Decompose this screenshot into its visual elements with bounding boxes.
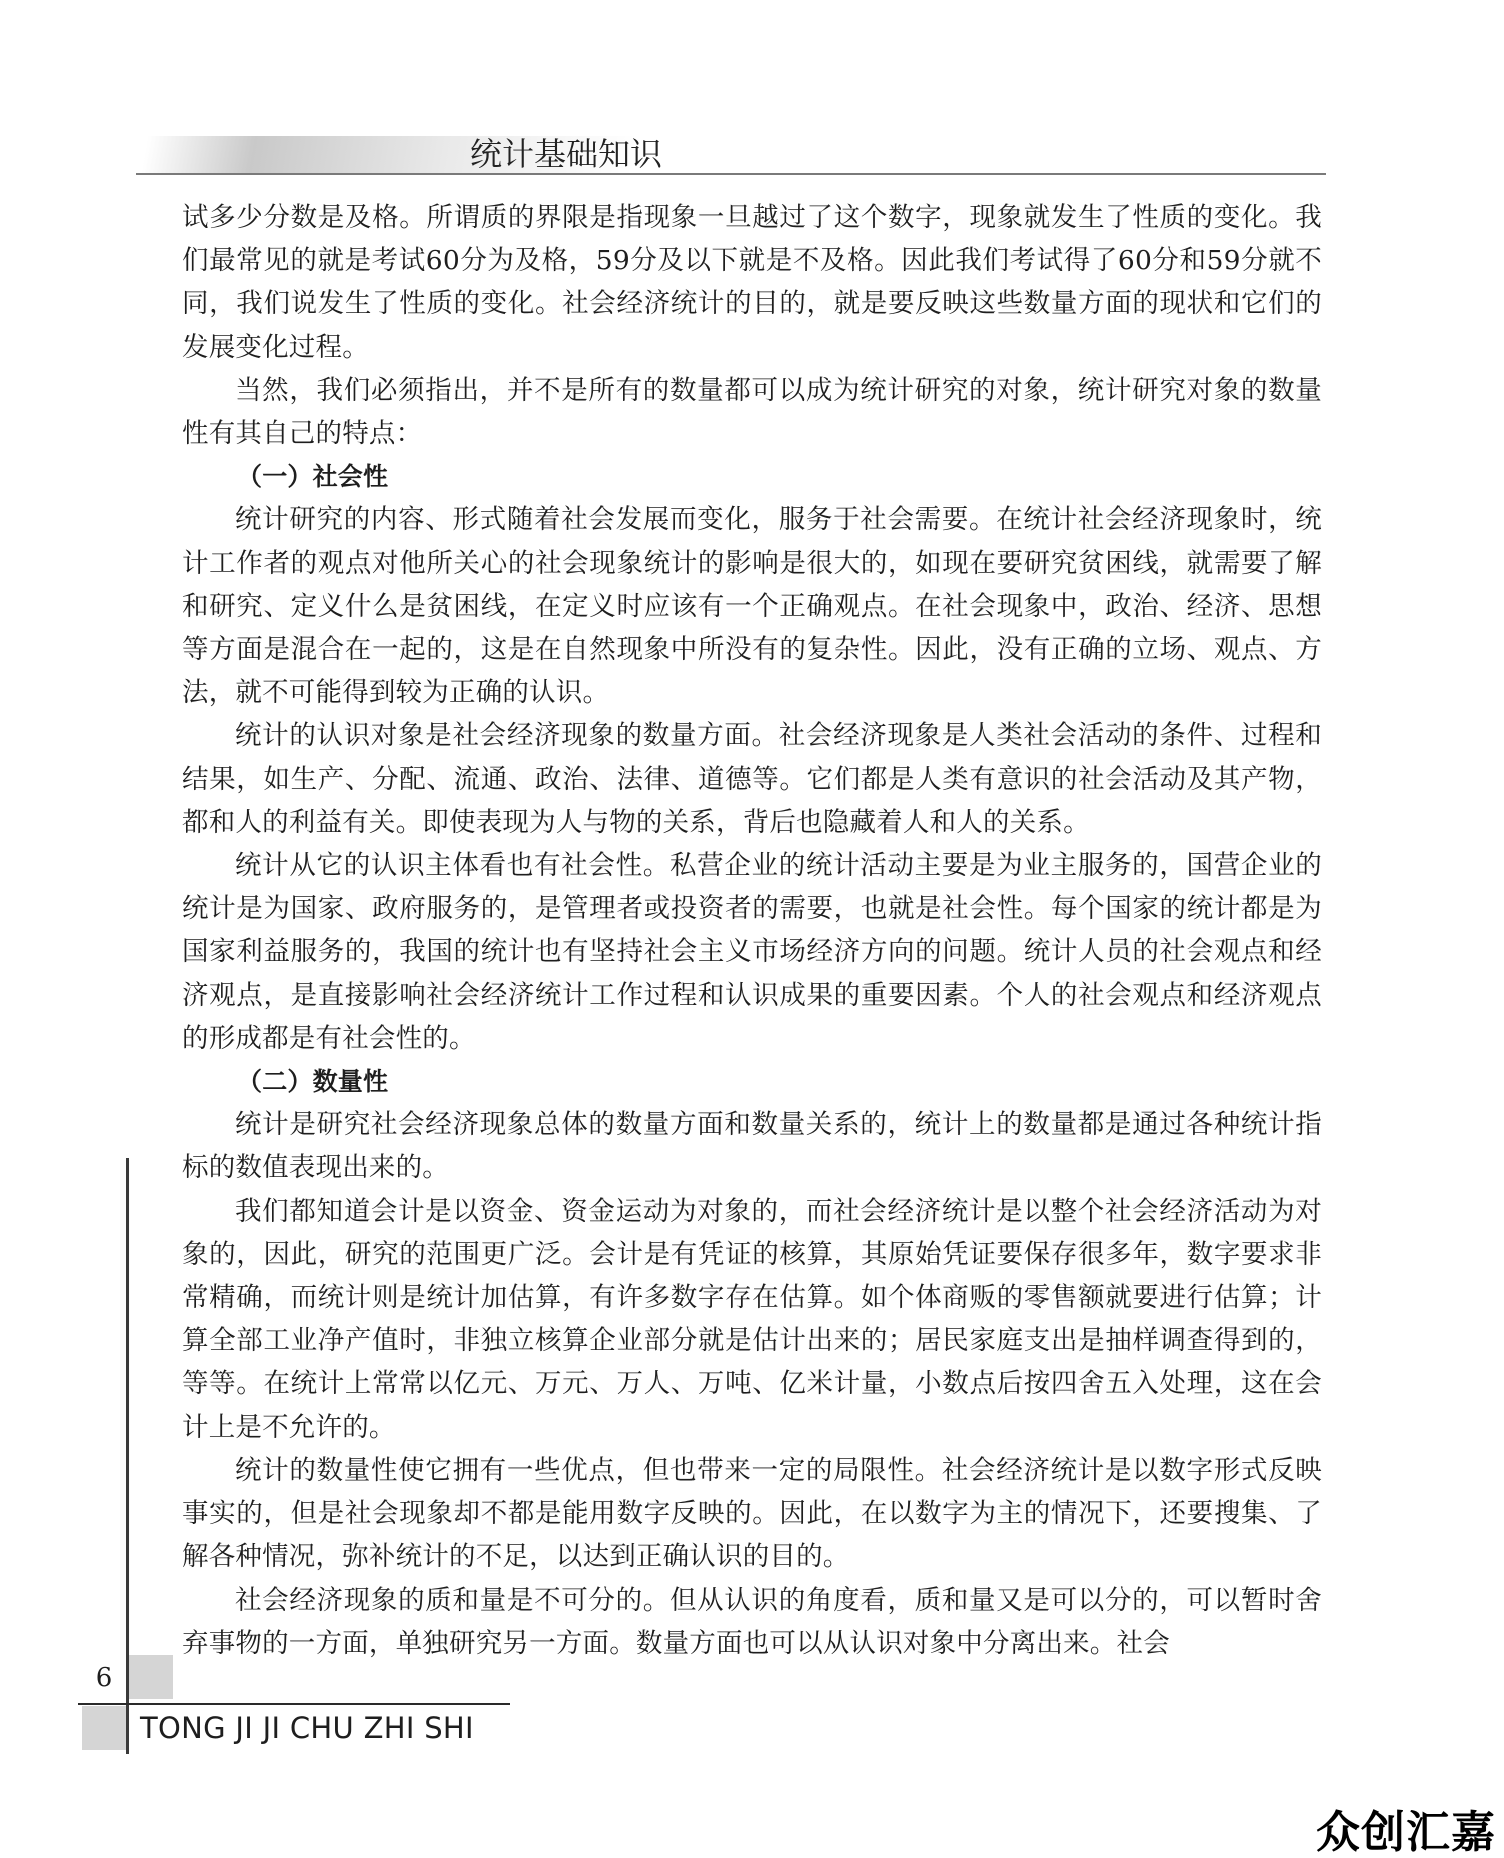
- footer-book-title: TONG JI JI CHU ZHI SHI: [140, 1711, 474, 1745]
- watermark-logo: 众创汇嘉: [1316, 1807, 1496, 1858]
- heading-social: （一）社会性: [237, 462, 389, 492]
- footer-rule: [78, 1703, 510, 1705]
- paragraph-quantity-2: 我们都知道会计是以资金、资金运动为对象的，而社会经济统计是以整个社会经济活动为对象的，因此，研究的范围更广泛。会计是有凭证的核算，其原始凭证要保存很多年，数字要求非常精确，而统计则是统计加估算，有许多数字存在估算。如个体商贩的零售额就要进行估算；计算全部工业净产值时，非独立核算企业部分就是估计出来的；居民家庭支出是抽样调查得到的，等等。在统计上常常以亿元、万元、万人、万吨、亿米计量，小数点后按四舍五入处理，这在会计上是不允许的。: [182, 1195, 1322, 1443]
- running-header-title: 统计基础知识: [470, 135, 663, 173]
- body-text: [182, 196, 1322, 1665]
- header-rule: [136, 173, 1326, 175]
- footer-box: [82, 1706, 126, 1750]
- paragraph-quantity-features: 当然，我们必须指出，并不是所有的数量都可以成为统计研究的对象，统计研究对象的数量性有其自己的特点：: [182, 374, 1322, 450]
- paragraph-continued: 试多少分数是及格。所谓质的界限是指现象一旦越过了这个数字，现象就发生了性质的变化。我们最常见的就是考试60分为及格，59分及以下就是不及格。因此我们考试得了60分和59分就不同，我们说发生了性质的变化。社会经济统计的目的，就是要反映这些数量方面的现状和它们的发展变化过程。: [182, 202, 1322, 363]
- paragraph-quantity-4: 社会经济现象的质和量是不可分的。但从认识的角度看，质和量又是可以分的，可以暂时舍弃事物的一方面，单独研究另一方面。数量方面也可以从认识对象中分离出来。社会: [182, 1584, 1322, 1659]
- paragraph-social-1: 统计研究的内容、形式随着社会发展而变化，服务于社会需要。在统计社会经济现象时，统计工作者的观点对他所关心的社会现象统计的影响是很大的，如现在要研究贫困线，就需要了解和研究、定义什么是贫困线，在定义时应该有一个正确观点。在社会现象中，政治、经济、思想等方面是混合在一起的，这是在自然现象中所没有的复杂性。因此，没有正确的立场、观点、方法，就不可能得到较为正确的认识。: [182, 504, 1322, 709]
- page-number-box: [129, 1655, 173, 1699]
- heading-quantity: （二）数量性: [237, 1067, 389, 1097]
- page-number: 6: [95, 1663, 113, 1693]
- paragraph-social-2: 统计的认识对象是社会经济现象的数量方面。社会经济现象是人类社会活动的条件、过程和结果，如生产、分配、流通、政治、法律、道德等。它们都是人类有意识的社会活动及其产物，都和人的利益有关。即使表现为人与物的关系，背后也隐藏着人和人的关系。: [182, 720, 1322, 838]
- paragraph-social-3: 统计从它的认识主体看也有社会性。私营企业的统计活动主要是为业主服务的，国营企业的统计是为国家、政府服务的，是管理者或投资者的需要，也就是社会性。每个国家的统计都是为国家利益服务的，我国的统计也有坚持社会主义市场经济方向的问题。统计人员的社会观点和经济观点，是直接影响社会经济统计工作过程和认识成果的重要因素。个人的社会观点和经济观点的形成都是有社会性的。: [182, 850, 1322, 1054]
- paragraph-quantity-1: 统计是研究社会经济现象总体的数量方面和数量关系的，统计上的数量都是通过各种统计指标的数值表现出来的。: [182, 1109, 1322, 1184]
- header-band: [136, 136, 1326, 174]
- paragraph-quantity-3: 统计的数量性使它拥有一些优点，但也带来一定的局限性。社会经济统计是以数字形式反映事实的，但是社会现象却不都是能用数字反映的。因此，在以数字为主的情况下，还要搜集、了解各种情况，弥补统计的不足，以达到正确认识的目的。: [182, 1454, 1322, 1573]
